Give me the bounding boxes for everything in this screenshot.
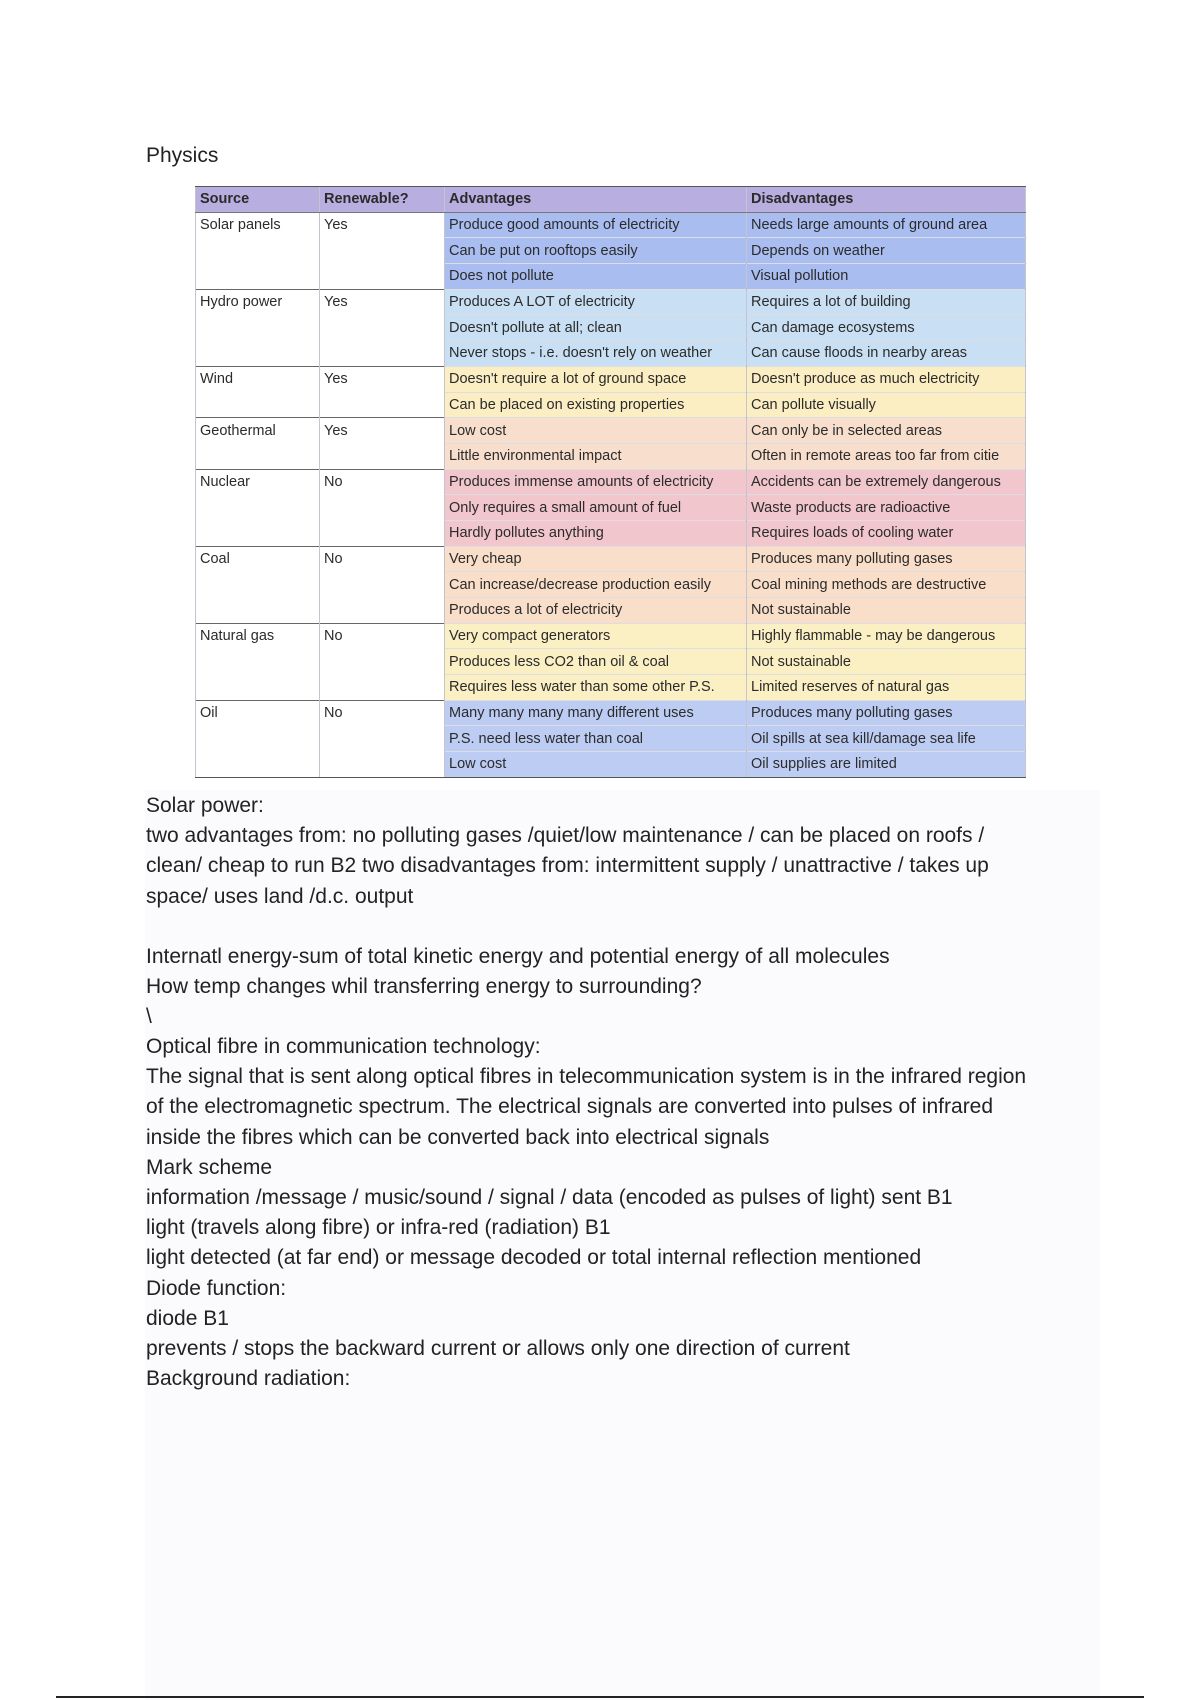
cell-source xyxy=(196,264,320,290)
table-row xyxy=(196,366,1026,392)
cell-renewable xyxy=(320,572,445,598)
table-header-row xyxy=(196,187,1026,213)
note-line: \ xyxy=(146,1005,152,1029)
optical-fibre-notes xyxy=(146,1032,1106,1394)
cell-renewable: Yes xyxy=(320,289,445,315)
cell-advantage: Can increase/decrease production easily xyxy=(445,572,747,598)
cell-source xyxy=(196,495,320,521)
cell-source xyxy=(196,726,320,752)
solar-lines xyxy=(146,821,1106,912)
cell-disadvantage: Produces many polluting gases xyxy=(747,700,1026,726)
note-line: Diode function: xyxy=(146,1276,287,1300)
table-row xyxy=(196,443,1026,469)
cell-renewable: No xyxy=(320,546,445,572)
cell-disadvantage: Can only be in selected areas xyxy=(747,418,1026,444)
cell-renewable xyxy=(320,649,445,675)
table-row xyxy=(196,238,1026,264)
cell-disadvantage: Accidents can be extremely dangerous xyxy=(747,469,1026,495)
header-source: Source xyxy=(196,187,320,213)
cell-source: Nuclear xyxy=(196,469,320,495)
note-line: space/ uses land /d.c. output xyxy=(146,884,414,908)
cell-advantage: Little environmental impact xyxy=(445,443,747,469)
cell-renewable xyxy=(320,264,445,290)
table-row xyxy=(196,315,1026,341)
cell-source xyxy=(196,572,320,598)
cell-source: Geothermal xyxy=(196,418,320,444)
cell-renewable xyxy=(320,238,445,264)
cell-source: Hydro power xyxy=(196,289,320,315)
table-row xyxy=(196,726,1026,752)
cell-advantage: Can be put on rooftops easily xyxy=(445,238,747,264)
table-row xyxy=(196,495,1026,521)
table-body xyxy=(196,212,1026,777)
cell-advantage: Produces A LOT of electricity xyxy=(445,289,747,315)
cell-advantage: P.S. need less water than coal xyxy=(445,726,747,752)
note-line: light (travels along fibre) or infra-red (radiation) B1 xyxy=(146,1216,611,1240)
note-line: information /message / music/sound / signal / data (encoded as pulses of light) sent B1 xyxy=(146,1186,953,1210)
cell-disadvantage: Not sustainable xyxy=(747,598,1026,624)
cell-source: Wind xyxy=(196,366,320,392)
table-row xyxy=(196,392,1026,418)
cell-disadvantage: Can pollute visually xyxy=(747,392,1026,418)
header-renewable: Renewable? xyxy=(320,187,445,213)
note-line: two advantages from: no polluting gases /quiet/low maintenance / can be placed on roofs / xyxy=(146,824,985,848)
table-row xyxy=(196,418,1026,444)
cell-advantage: Only requires a small amount of fuel xyxy=(445,495,747,521)
cell-advantage: Produces less CO2 than oil & coal xyxy=(445,649,747,675)
cell-disadvantage: Waste products are radioactive xyxy=(747,495,1026,521)
cell-renewable xyxy=(320,752,445,778)
cell-renewable: Yes xyxy=(320,418,445,444)
page-title: Physics xyxy=(146,144,219,167)
table-row xyxy=(196,546,1026,572)
cell-advantage: Can be placed on existing properties xyxy=(445,392,747,418)
cell-source xyxy=(196,443,320,469)
cell-disadvantage: Not sustainable xyxy=(747,649,1026,675)
note-line: Background radiation: xyxy=(146,1367,351,1391)
cell-renewable: No xyxy=(320,623,445,649)
cell-source xyxy=(196,649,320,675)
cell-disadvantage: Coal mining methods are destructive xyxy=(747,572,1026,598)
cell-disadvantage: Oil supplies are limited xyxy=(747,752,1026,778)
cell-renewable xyxy=(320,675,445,701)
cell-source: Oil xyxy=(196,700,320,726)
cell-disadvantage: Needs large amounts of ground area xyxy=(747,212,1026,238)
table-row xyxy=(196,520,1026,546)
table-row xyxy=(196,572,1026,598)
cell-advantage: Requires less water than some other P.S. xyxy=(445,675,747,701)
cell-source: Coal xyxy=(196,546,320,572)
table-row xyxy=(196,623,1026,649)
cell-renewable xyxy=(320,341,445,367)
note-line: light detected (at far end) or message decoded or total internal reflection mentioned xyxy=(146,1246,922,1270)
note-line: clean/ cheap to run B2 two disadvantages from: intermittent supply / unattractive / takes up xyxy=(146,854,989,878)
cell-disadvantage: Produces many polluting gases xyxy=(747,546,1026,572)
note-line: Optical fibre in communication technology: xyxy=(146,1035,541,1058)
cell-source xyxy=(196,520,320,546)
cell-disadvantage: Can damage ecosystems xyxy=(747,315,1026,341)
table-row xyxy=(196,264,1026,290)
cell-disadvantage: Depends on weather xyxy=(747,238,1026,264)
cell-disadvantage: Limited reserves of natural gas xyxy=(747,675,1026,701)
cell-advantage: Many many many many different uses xyxy=(445,700,747,726)
table-row xyxy=(196,289,1026,315)
cell-renewable xyxy=(320,315,445,341)
cell-disadvantage: Can cause floods in nearby areas xyxy=(747,341,1026,367)
cell-disadvantage: Doesn't produce as much electricity xyxy=(747,366,1026,392)
cell-renewable: Yes xyxy=(320,212,445,238)
cell-disadvantage: Often in remote areas too far from citie xyxy=(747,443,1026,469)
table-row xyxy=(196,700,1026,726)
table-row xyxy=(196,341,1026,367)
cell-advantage: Never stops - i.e. doesn't rely on weather xyxy=(445,341,747,367)
cell-renewable xyxy=(320,598,445,624)
note-line: inside the fibres which can be converted back into electrical signals xyxy=(146,1125,770,1149)
cell-renewable: No xyxy=(320,469,445,495)
table-row xyxy=(196,675,1026,701)
cell-disadvantage: Highly flammable - may be dangerous xyxy=(747,623,1026,649)
cell-disadvantage: Visual pollution xyxy=(747,264,1026,290)
cell-advantage: Doesn't require a lot of ground space xyxy=(445,366,747,392)
cell-disadvantage: Requires a lot of building xyxy=(747,289,1026,315)
note-line: diode B1 xyxy=(146,1306,229,1330)
cell-advantage: Low cost xyxy=(445,418,747,444)
cell-renewable xyxy=(320,520,445,546)
header-advantages: Advantages xyxy=(445,187,747,213)
table-row xyxy=(196,752,1026,778)
cell-advantage: Low cost xyxy=(445,752,747,778)
cell-renewable xyxy=(320,495,445,521)
cell-renewable: No xyxy=(320,700,445,726)
cell-renewable: Yes xyxy=(320,366,445,392)
cell-disadvantage: Oil spills at sea kill/damage sea life xyxy=(747,726,1026,752)
note-line: The signal that is sent along optical fibres in telecommunication system is in the infrared region xyxy=(146,1065,1027,1089)
note-line: Internatl energy-sum of total kinetic energy and potential energy of all molecules xyxy=(146,945,890,968)
table-row xyxy=(196,469,1026,495)
cell-source xyxy=(196,752,320,778)
cell-source: Natural gas xyxy=(196,623,320,649)
cell-renewable xyxy=(320,392,445,418)
table-row xyxy=(196,598,1026,624)
cell-advantage: Produce good amounts of electricity xyxy=(445,212,747,238)
note-line: How temp changes whil transferring energy to surrounding? xyxy=(146,975,702,999)
internal-energy-notes xyxy=(146,942,1106,1033)
cell-source: Solar panels xyxy=(196,212,320,238)
cell-source xyxy=(196,315,320,341)
table-row xyxy=(196,212,1026,238)
cell-source xyxy=(196,341,320,367)
note-line: Mark scheme xyxy=(146,1155,273,1179)
cell-renewable xyxy=(320,443,445,469)
footer-divider xyxy=(56,1696,1144,1698)
cell-disadvantage: Requires loads of cooling water xyxy=(747,520,1026,546)
note-line: prevents / stops the backward current or allows only one direction of current xyxy=(146,1337,850,1361)
cell-advantage: Doesn't pollute at all; clean xyxy=(445,315,747,341)
cell-advantage: Produces immense amounts of electricity xyxy=(445,469,747,495)
cell-source xyxy=(196,675,320,701)
cell-advantage: Very cheap xyxy=(445,546,747,572)
cell-advantage: Very compact generators xyxy=(445,623,747,649)
cell-advantage: Does not pollute xyxy=(445,264,747,290)
table-row xyxy=(196,649,1026,675)
cell-source xyxy=(196,392,320,418)
note-line: of the electromagnetic spectrum. The electrical signals are converted into pulses of infrared xyxy=(146,1095,994,1119)
cell-advantage: Produces a lot of electricity xyxy=(445,598,747,624)
header-disadvantages: Disadvantages xyxy=(747,187,1026,213)
solar-power-notes xyxy=(146,791,1106,912)
cell-renewable xyxy=(320,726,445,752)
cell-source xyxy=(196,598,320,624)
solar-heading: Solar power: xyxy=(146,794,264,817)
cell-advantage: Hardly pollutes anything xyxy=(445,520,747,546)
cell-source xyxy=(196,238,320,264)
energy-sources-table xyxy=(195,186,1025,778)
